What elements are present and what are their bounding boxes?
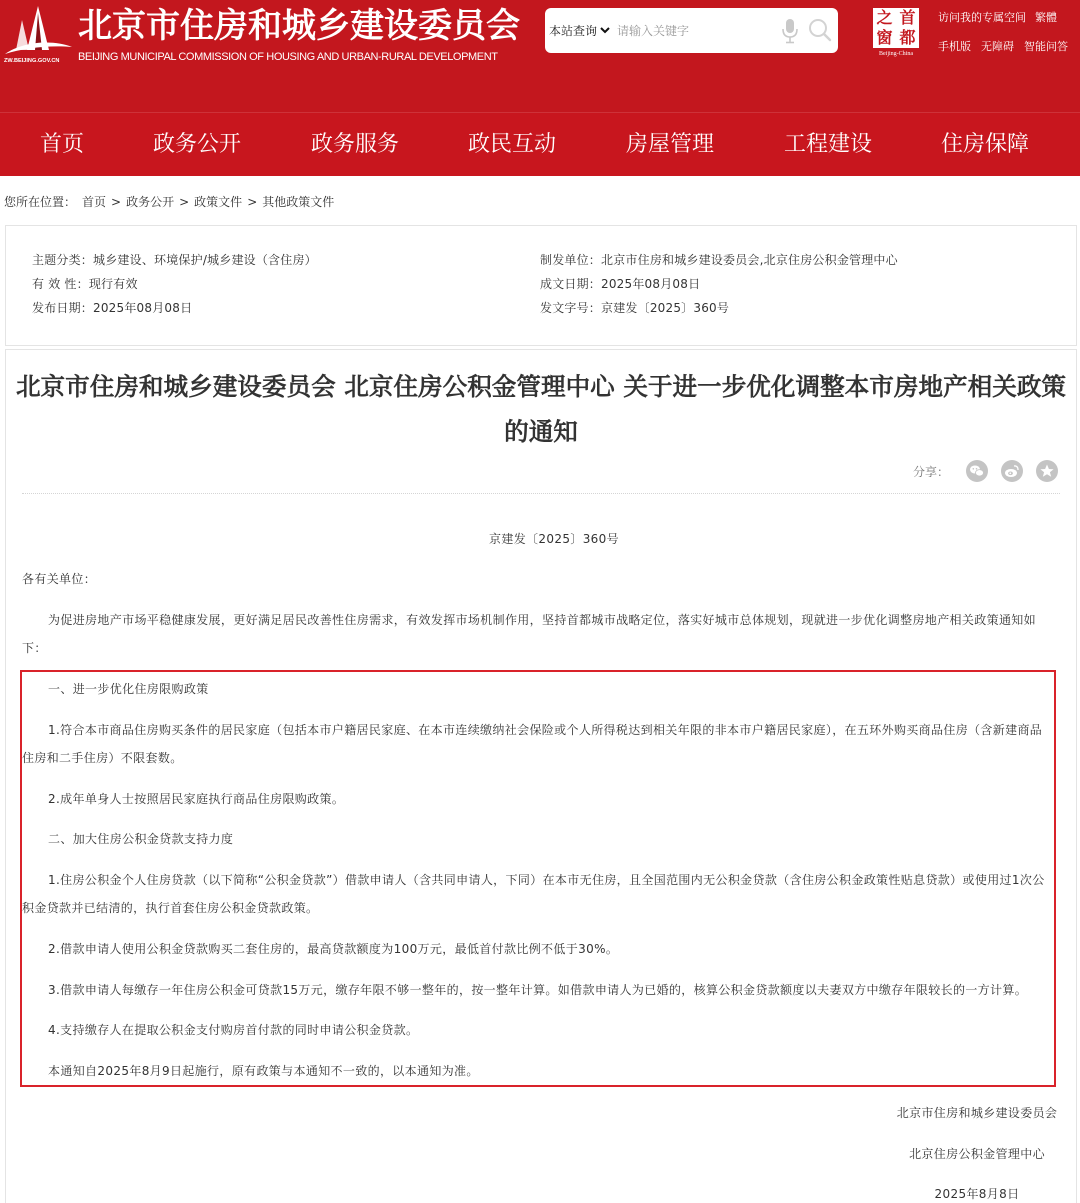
signature-issuer: 北京市住房和城乡建设委员会 <box>896 1106 1058 1120</box>
meta-value: 北京市住房和城乡建设委员会,北京住房公积金管理中心 <box>601 253 898 267</box>
weibo-icon[interactable] <box>1001 460 1023 482</box>
beijing-building-logo-icon <box>2 2 74 64</box>
meta-publish-date <box>32 296 317 320</box>
capital-logo-char: 首 <box>899 8 916 27</box>
article <box>5 349 1077 1203</box>
nav-item-home[interactable]: 首页 <box>40 132 85 157</box>
signature-issuer: 北京住房公积金管理中心 <box>909 1146 1045 1161</box>
meta-written-date <box>540 272 898 296</box>
search-input[interactable] <box>617 18 777 43</box>
highlighted-policy-box <box>20 670 1056 1087</box>
meta-topic <box>32 248 317 272</box>
nav-item-construction[interactable]: 工程建设 <box>784 132 873 157</box>
site-header <box>0 0 1080 112</box>
microphone-icon[interactable] <box>781 18 799 44</box>
nav-item-housing-security[interactable]: 住房保障 <box>941 132 1030 157</box>
breadcrumb-separator: > <box>111 195 122 209</box>
main-nav <box>0 112 1080 176</box>
section-heading: 二、加大住房公积金贷款支持力度 <box>48 832 234 847</box>
document-metadata <box>5 225 1077 346</box>
meta-label: 发文字号： <box>540 301 602 315</box>
personal-space-link[interactable]: 访问我的专属空间 <box>938 11 1026 24</box>
meta-value: 城乡建设、环境保护/城乡建设（含住房） <box>93 253 317 267</box>
meta-label: 有 效 性： <box>32 277 89 291</box>
traditional-chinese-link[interactable]: 繁體 <box>1035 11 1057 24</box>
accessibility-link[interactable]: 无障碍 <box>981 40 1014 53</box>
metadata-column-left <box>32 248 317 320</box>
meta-issuer <box>540 248 898 272</box>
search-scope-label: 本站查询 <box>549 24 598 38</box>
share-bar <box>913 459 1058 483</box>
breadcrumb <box>4 190 334 214</box>
share-label: 分享： <box>912 464 949 479</box>
metadata-column-right <box>540 248 898 320</box>
meta-validity <box>32 272 317 296</box>
site-logo-link[interactable] <box>2 2 74 64</box>
meta-label: 制发单位： <box>540 253 602 267</box>
smart-qa-link[interactable]: 智能问答 <box>1024 40 1068 53</box>
policy-paragraph: 1.符合本市商品住房购买条件的居民家庭（包括本市户籍居民家庭、在本市连续缴纳社会保险或个人所得税达到相关年限的非本市户籍居民家庭），在五环外购买商品住房（含新建商品住房和二手住房）不限套数。 <box>22 722 1043 765</box>
article-title: 北京市住房和城乡建设委员会 北京住房公积金管理中心 关于进一步优化调整本市房地产相关政策的通知 <box>15 372 1067 446</box>
capital-logo-char: 都 <box>899 28 916 47</box>
capital-logo-char: 之 <box>876 8 893 27</box>
nav-item-government-affairs[interactable]: 政务公开 <box>153 132 242 157</box>
meta-value: 2025年08月08日 <box>93 301 193 315</box>
capital-logo-char: 窗 <box>876 28 893 47</box>
nav-item-housing-management[interactable]: 房屋管理 <box>626 132 715 157</box>
breadcrumb-item-government-affairs[interactable]: 政务公开 <box>126 195 175 209</box>
capital-logo-caption: Beijing-China <box>879 51 913 57</box>
logo-domain-text: ZW.BEIJING.GOV.CN <box>4 58 60 64</box>
effective-date-paragraph: 本通知自2025年8月9日起施行，原有政策与本通知不一致的，以本通知为准。 <box>48 1064 479 1078</box>
nav-item-government-services[interactable]: 政务服务 <box>311 132 400 157</box>
policy-paragraph: 3.借款申请人每缴存一年住房公积金可贷款15万元，缴存年限不够一整年的，按一整年计算。如借款申请人为已婚的，核算公积金贷款额度以夫妻双方中缴存年限较长的一方计算。 <box>48 982 1028 997</box>
site-subtitle: BEIJING MUNICIPAL COMMISSION OF HOUSING AND URBAN-RURAL DEVELOPMENT <box>78 51 498 63</box>
meta-label: 发布日期： <box>32 301 94 315</box>
breadcrumb-separator: > <box>179 195 190 209</box>
breadcrumb-separator: > <box>247 195 258 209</box>
meta-document-number <box>540 296 898 320</box>
meta-label: 主题分类： <box>32 253 94 267</box>
nav-item-public-interaction[interactable]: 政民互动 <box>468 132 557 157</box>
search-icon[interactable] <box>807 17 833 43</box>
policy-paragraph: 1.住房公积金个人住房贷款（以下简称“公积金贷款”）借款申请人（含共同申请人，下同）在本市无住房，且全国范围内无公积金贷款（含住房公积金政策性贴息贷款）或使用过1次公积金贷款并已结清的，执行首套住房公积金贷款政策。 <box>22 873 1045 915</box>
chevron-down-icon <box>600 27 610 34</box>
title-divider <box>22 493 1060 494</box>
capital-window-logo[interactable] <box>873 8 919 48</box>
salutation: 各有关单位： <box>22 572 97 586</box>
meta-value: 2025年08月08日 <box>601 277 701 291</box>
meta-value: 现行有效 <box>88 277 138 291</box>
intro-paragraph: 为促进房地产市场平稳健康发展，更好满足居民改善性住房需求，有效发挥市场机制作用，坚持首都城市战略定位，落实好城市总体规划，现就进一步优化调整房地产相关政策通知如下： <box>22 613 1037 655</box>
policy-paragraph: 4.支持缴存人在提取公积金支付购房首付款的同时申请公积金贷款。 <box>48 1023 419 1038</box>
meta-value: 京建发〔2025〕360号 <box>601 301 730 315</box>
breadcrumb-item-home[interactable]: 首页 <box>82 195 107 209</box>
breadcrumb-item-other-policy-documents[interactable]: 其他政策文件 <box>262 195 335 209</box>
meta-label: 成文日期： <box>540 277 602 291</box>
section-heading: 一、进一步优化住房限购政策 <box>48 682 209 696</box>
breadcrumb-label: 您所在位置： <box>4 195 77 209</box>
mobile-version-link[interactable]: 手机版 <box>938 40 971 53</box>
document-number: 京建发〔2025〕360号 <box>489 532 619 546</box>
breadcrumb-item-policy-documents[interactable]: 政策文件 <box>194 195 243 209</box>
signature-block <box>878 1104 1076 1203</box>
policy-paragraph: 2.借款申请人使用公积金贷款购买二套住房的，最高贷款额度为100万元，最低首付款比例不低于30%。 <box>48 941 619 956</box>
search-box <box>545 8 838 53</box>
wechat-icon[interactable] <box>966 460 988 482</box>
favorite-star-icon[interactable] <box>1036 460 1058 482</box>
site-title: 北京市住房和城乡建设委员会 <box>78 6 520 46</box>
signature-date: 2025年8月8日 <box>934 1187 1020 1201</box>
policy-paragraph: 2.成年单身人士按照居民家庭执行商品住房限购政策。 <box>48 791 345 806</box>
search-scope-dropdown[interactable] <box>549 8 610 53</box>
